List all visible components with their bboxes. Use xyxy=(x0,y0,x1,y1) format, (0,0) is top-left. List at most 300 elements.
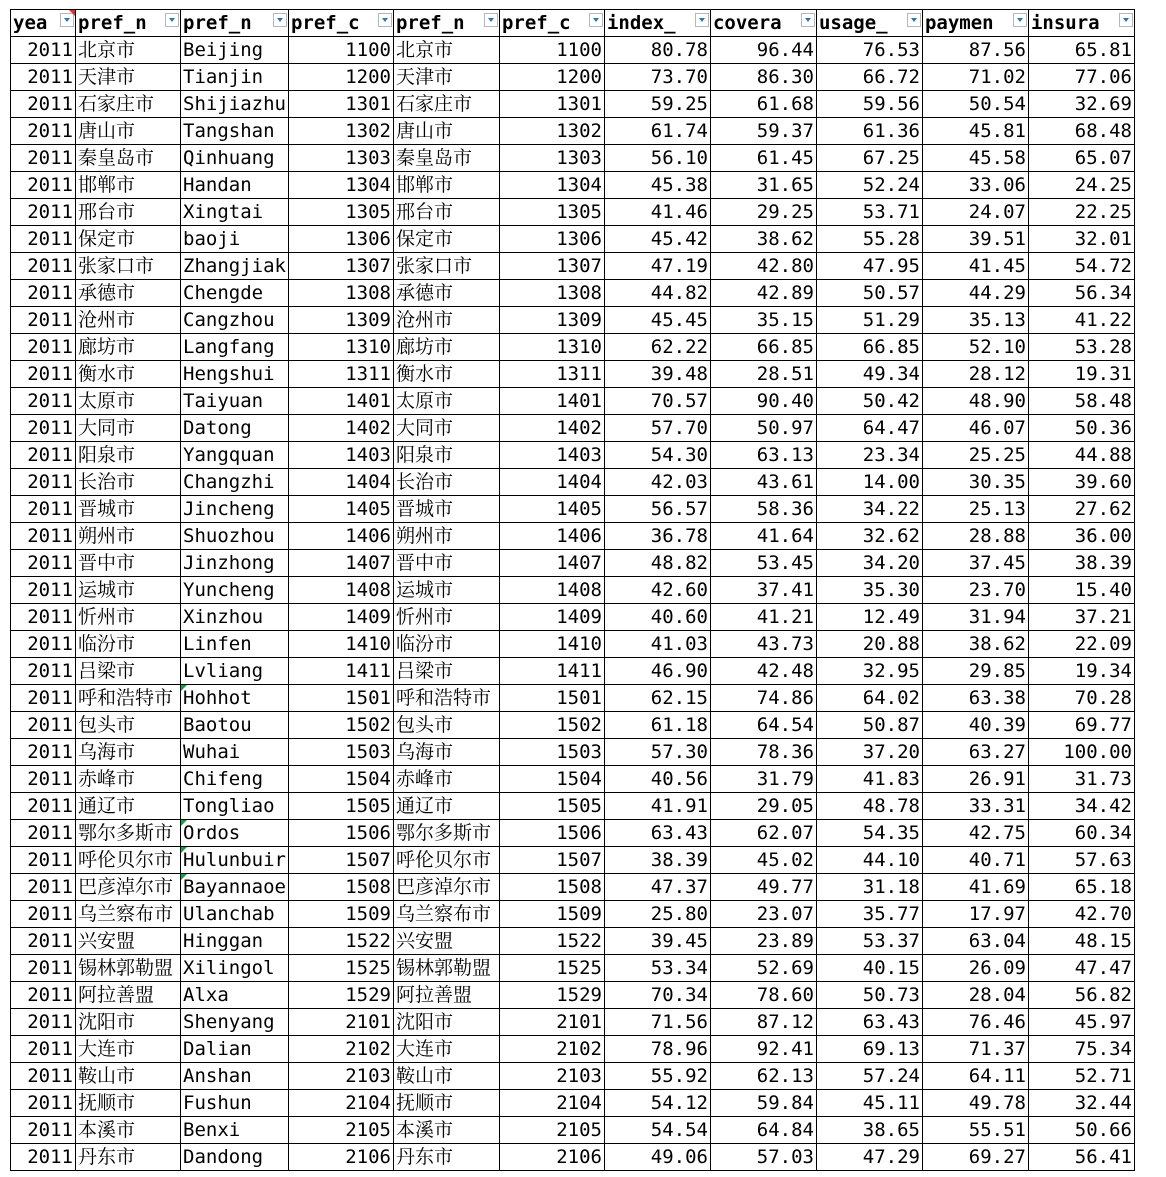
cell-pref-code[interactable]: 1529 xyxy=(288,982,393,1009)
cell-insurance[interactable]: 48.15 xyxy=(1028,928,1134,955)
cell-insurance[interactable]: 32.44 xyxy=(1028,1090,1134,1117)
cell-coverage[interactable]: 28.51 xyxy=(710,361,816,388)
cell-pref-code-2[interactable]: 2105 xyxy=(499,1117,604,1144)
cell-pref-name-cn[interactable]: 乌海市 xyxy=(76,739,181,766)
cell-pref-name-cn[interactable]: 忻州市 xyxy=(76,604,181,631)
cell-pref-code-2[interactable]: 1522 xyxy=(499,928,604,955)
cell-pref-name-en[interactable]: Tangshan xyxy=(181,118,289,145)
cell-coverage[interactable]: 58.36 xyxy=(710,496,816,523)
cell-insurance[interactable]: 22.09 xyxy=(1028,631,1134,658)
cell-coverage[interactable]: 23.89 xyxy=(710,928,816,955)
cell-insurance[interactable]: 60.34 xyxy=(1028,820,1134,847)
cell-pref-name-en[interactable]: Linfen xyxy=(181,631,289,658)
cell-insurance[interactable]: 31.73 xyxy=(1028,766,1134,793)
cell-pref-code[interactable]: 1525 xyxy=(288,955,393,982)
cell-pref-name-cn[interactable]: 赤峰市 xyxy=(76,766,181,793)
cell-pref-name-cn-2[interactable]: 大同市 xyxy=(393,415,499,442)
cell-usage[interactable]: 54.35 xyxy=(816,820,922,847)
cell-pref-code-2[interactable]: 1311 xyxy=(499,361,604,388)
cell-year[interactable]: 2011 xyxy=(11,1009,76,1036)
cell-pref-code[interactable]: 1410 xyxy=(288,631,393,658)
filter-dropdown-icon[interactable] xyxy=(907,13,921,27)
cell-pref-code-2[interactable]: 1502 xyxy=(499,712,604,739)
cell-pref-name-cn-2[interactable]: 天津市 xyxy=(393,64,499,91)
cell-pref-name-en[interactable]: Cangzhou xyxy=(181,307,289,334)
cell-coverage[interactable]: 38.62 xyxy=(710,226,816,253)
cell-pref-code[interactable]: 2102 xyxy=(288,1036,393,1063)
cell-pref-code[interactable]: 1408 xyxy=(288,577,393,604)
cell-pref-code[interactable]: 1309 xyxy=(288,307,393,334)
cell-payment[interactable]: 39.51 xyxy=(922,226,1028,253)
cell-pref-name-cn[interactable]: 朔州市 xyxy=(76,523,181,550)
cell-pref-code[interactable]: 1522 xyxy=(288,928,393,955)
cell-pref-name-cn[interactable]: 沈阳市 xyxy=(76,1009,181,1036)
cell-pref-code-2[interactable]: 1507 xyxy=(499,847,604,874)
cell-insurance[interactable]: 75.34 xyxy=(1028,1036,1134,1063)
cell-coverage[interactable]: 66.85 xyxy=(710,334,816,361)
header-pref-name-en[interactable] xyxy=(181,10,289,37)
cell-pref-name-cn-2[interactable]: 衡水市 xyxy=(393,361,499,388)
cell-payment[interactable]: 37.45 xyxy=(922,550,1028,577)
cell-pref-code-2[interactable]: 1305 xyxy=(499,199,604,226)
cell-usage[interactable]: 48.78 xyxy=(816,793,922,820)
filter-dropdown-icon[interactable] xyxy=(378,13,392,27)
cell-year[interactable]: 2011 xyxy=(11,577,76,604)
cell-payment[interactable]: 44.29 xyxy=(922,280,1028,307)
cell-pref-name-cn-2[interactable]: 沈阳市 xyxy=(393,1009,499,1036)
cell-pref-name-cn[interactable]: 唐山市 xyxy=(76,118,181,145)
cell-index[interactable]: 63.43 xyxy=(604,820,710,847)
cell-pref-code[interactable]: 1305 xyxy=(288,199,393,226)
cell-usage[interactable]: 34.22 xyxy=(816,496,922,523)
cell-payment[interactable]: 23.70 xyxy=(922,577,1028,604)
header-pref-code[interactable] xyxy=(288,10,393,37)
cell-pref-code-2[interactable]: 2103 xyxy=(499,1063,604,1090)
cell-coverage[interactable]: 41.64 xyxy=(710,523,816,550)
cell-usage[interactable]: 14.00 xyxy=(816,469,922,496)
cell-index[interactable]: 39.48 xyxy=(604,361,710,388)
cell-year[interactable]: 2011 xyxy=(11,442,76,469)
cell-insurance[interactable]: 68.48 xyxy=(1028,118,1134,145)
cell-pref-name-cn-2[interactable]: 邯郸市 xyxy=(393,172,499,199)
cell-coverage[interactable]: 64.54 xyxy=(710,712,816,739)
cell-insurance[interactable]: 38.39 xyxy=(1028,550,1134,577)
cell-coverage[interactable]: 50.97 xyxy=(710,415,816,442)
cell-pref-name-cn[interactable]: 大连市 xyxy=(76,1036,181,1063)
cell-pref-name-en[interactable]: Changzhi xyxy=(181,469,289,496)
cell-insurance[interactable]: 37.21 xyxy=(1028,604,1134,631)
cell-pref-name-cn[interactable]: 大同市 xyxy=(76,415,181,442)
header-usage[interactable] xyxy=(816,10,922,37)
filter-dropdown-icon[interactable] xyxy=(165,13,179,27)
cell-index[interactable]: 39.45 xyxy=(604,928,710,955)
cell-pref-code[interactable]: 1308 xyxy=(288,280,393,307)
cell-payment[interactable]: 28.04 xyxy=(922,982,1028,1009)
cell-pref-code-2[interactable]: 2101 xyxy=(499,1009,604,1036)
cell-pref-code-2[interactable]: 1410 xyxy=(499,631,604,658)
cell-year[interactable]: 2011 xyxy=(11,1090,76,1117)
cell-pref-name-cn-2[interactable]: 通辽市 xyxy=(393,793,499,820)
cell-pref-name-cn-2[interactable]: 晋城市 xyxy=(393,496,499,523)
cell-pref-name-en[interactable]: Fushun xyxy=(181,1090,289,1117)
cell-pref-code[interactable]: 2106 xyxy=(288,1144,393,1171)
cell-pref-name-cn-2[interactable]: 鞍山市 xyxy=(393,1063,499,1090)
cell-year[interactable]: 2011 xyxy=(11,145,76,172)
cell-pref-name-cn[interactable]: 包头市 xyxy=(76,712,181,739)
cell-year[interactable]: 2011 xyxy=(11,1036,76,1063)
cell-pref-name-cn[interactable]: 衡水市 xyxy=(76,361,181,388)
cell-insurance[interactable]: 45.97 xyxy=(1028,1009,1134,1036)
cell-year[interactable]: 2011 xyxy=(11,793,76,820)
cell-coverage[interactable]: 59.37 xyxy=(710,118,816,145)
cell-usage[interactable]: 50.73 xyxy=(816,982,922,1009)
cell-year[interactable]: 2011 xyxy=(11,847,76,874)
cell-payment[interactable]: 33.31 xyxy=(922,793,1028,820)
cell-pref-code-2[interactable]: 1306 xyxy=(499,226,604,253)
cell-pref-name-en[interactable]: Shuozhou xyxy=(181,523,289,550)
cell-pref-name-cn[interactable]: 临汾市 xyxy=(76,631,181,658)
cell-index[interactable]: 54.54 xyxy=(604,1117,710,1144)
cell-pref-name-cn[interactable]: 石家庄市 xyxy=(76,91,181,118)
cell-usage[interactable]: 34.20 xyxy=(816,550,922,577)
cell-pref-code-2[interactable]: 1401 xyxy=(499,388,604,415)
cell-year[interactable]: 2011 xyxy=(11,766,76,793)
cell-year[interactable]: 2011 xyxy=(11,685,76,712)
cell-pref-code-2[interactable]: 1302 xyxy=(499,118,604,145)
cell-coverage[interactable]: 42.89 xyxy=(710,280,816,307)
cell-year[interactable]: 2011 xyxy=(11,64,76,91)
cell-year[interactable]: 2011 xyxy=(11,523,76,550)
cell-pref-code[interactable]: 1403 xyxy=(288,442,393,469)
cell-year[interactable]: 2011 xyxy=(11,253,76,280)
cell-pref-name-cn-2[interactable]: 秦皇岛市 xyxy=(393,145,499,172)
header-payment[interactable] xyxy=(922,10,1028,37)
cell-pref-name-cn[interactable]: 邯郸市 xyxy=(76,172,181,199)
cell-pref-code[interactable]: 2104 xyxy=(288,1090,393,1117)
cell-pref-name-cn-2[interactable]: 包头市 xyxy=(393,712,499,739)
cell-insurance[interactable]: 15.40 xyxy=(1028,577,1134,604)
cell-pref-name-en[interactable]: Yuncheng xyxy=(181,577,289,604)
cell-year[interactable]: 2011 xyxy=(11,955,76,982)
cell-pref-name-cn[interactable]: 保定市 xyxy=(76,226,181,253)
cell-insurance[interactable]: 69.77 xyxy=(1028,712,1134,739)
cell-usage[interactable]: 50.57 xyxy=(816,280,922,307)
cell-pref-name-en[interactable]: Anshan xyxy=(181,1063,289,1090)
cell-coverage[interactable]: 86.30 xyxy=(710,64,816,91)
cell-pref-code[interactable]: 1401 xyxy=(288,388,393,415)
cell-pref-name-en[interactable]: Yangquan xyxy=(181,442,289,469)
header-index[interactable] xyxy=(604,10,710,37)
cell-pref-name-cn[interactable]: 运城市 xyxy=(76,577,181,604)
cell-pref-name-cn-2[interactable]: 乌兰察布市 xyxy=(393,901,499,928)
cell-insurance[interactable]: 32.01 xyxy=(1028,226,1134,253)
cell-pref-name-cn-2[interactable]: 阿拉善盟 xyxy=(393,982,499,1009)
cell-pref-code-2[interactable]: 1402 xyxy=(499,415,604,442)
cell-year[interactable]: 2011 xyxy=(11,172,76,199)
cell-index[interactable]: 57.30 xyxy=(604,739,710,766)
cell-pref-code-2[interactable]: 1404 xyxy=(499,469,604,496)
cell-pref-name-cn[interactable]: 邢台市 xyxy=(76,199,181,226)
cell-pref-name-en[interactable]: Baotou xyxy=(181,712,289,739)
cell-coverage[interactable]: 74.86 xyxy=(710,685,816,712)
cell-usage[interactable]: 64.02 xyxy=(816,685,922,712)
cell-pref-code[interactable]: 1302 xyxy=(288,118,393,145)
cell-pref-code[interactable]: 1311 xyxy=(288,361,393,388)
cell-insurance[interactable]: 57.63 xyxy=(1028,847,1134,874)
cell-payment[interactable]: 25.13 xyxy=(922,496,1028,523)
cell-year[interactable]: 2011 xyxy=(11,550,76,577)
cell-index[interactable]: 61.18 xyxy=(604,712,710,739)
header-year[interactable] xyxy=(11,10,76,37)
cell-pref-code-2[interactable]: 2102 xyxy=(499,1036,604,1063)
cell-usage[interactable]: 53.71 xyxy=(816,199,922,226)
cell-usage[interactable]: 12.49 xyxy=(816,604,922,631)
cell-pref-code-2[interactable]: 1509 xyxy=(499,901,604,928)
cell-index[interactable]: 41.03 xyxy=(604,631,710,658)
cell-usage[interactable]: 57.24 xyxy=(816,1063,922,1090)
cell-year[interactable]: 2011 xyxy=(11,469,76,496)
cell-pref-name-en[interactable]: Hohhot xyxy=(181,685,289,712)
cell-pref-name-cn[interactable]: 晋城市 xyxy=(76,496,181,523)
cell-pref-name-cn-2[interactable]: 沧州市 xyxy=(393,307,499,334)
cell-payment[interactable]: 25.25 xyxy=(922,442,1028,469)
cell-pref-name-en[interactable]: Xingtai xyxy=(181,199,289,226)
cell-index[interactable]: 48.82 xyxy=(604,550,710,577)
cell-payment[interactable]: 50.54 xyxy=(922,91,1028,118)
cell-pref-code-2[interactable]: 1508 xyxy=(499,874,604,901)
cell-pref-code[interactable]: 1406 xyxy=(288,523,393,550)
cell-index[interactable]: 70.34 xyxy=(604,982,710,1009)
cell-payment[interactable]: 63.04 xyxy=(922,928,1028,955)
cell-payment[interactable]: 42.75 xyxy=(922,820,1028,847)
cell-pref-code-2[interactable]: 1406 xyxy=(499,523,604,550)
cell-coverage[interactable]: 59.84 xyxy=(710,1090,816,1117)
cell-payment[interactable]: 26.09 xyxy=(922,955,1028,982)
cell-payment[interactable]: 28.12 xyxy=(922,361,1028,388)
cell-year[interactable]: 2011 xyxy=(11,631,76,658)
cell-pref-name-cn-2[interactable]: 长治市 xyxy=(393,469,499,496)
cell-index[interactable]: 70.57 xyxy=(604,388,710,415)
cell-insurance[interactable]: 56.82 xyxy=(1028,982,1134,1009)
cell-pref-code[interactable]: 1411 xyxy=(288,658,393,685)
cell-year[interactable]: 2011 xyxy=(11,226,76,253)
cell-pref-name-cn[interactable]: 太原市 xyxy=(76,388,181,415)
cell-index[interactable]: 59.25 xyxy=(604,91,710,118)
cell-pref-code-2[interactable]: 1506 xyxy=(499,820,604,847)
cell-usage[interactable]: 44.10 xyxy=(816,847,922,874)
cell-payment[interactable]: 46.07 xyxy=(922,415,1028,442)
header-pref-name-cn-2[interactable] xyxy=(393,10,499,37)
cell-insurance[interactable]: 27.62 xyxy=(1028,496,1134,523)
cell-pref-name-cn[interactable]: 呼和浩特市 xyxy=(76,685,181,712)
filter-dropdown-icon[interactable] xyxy=(801,13,815,27)
cell-index[interactable]: 45.38 xyxy=(604,172,710,199)
cell-pref-code[interactable]: 1407 xyxy=(288,550,393,577)
cell-usage[interactable]: 50.42 xyxy=(816,388,922,415)
cell-coverage[interactable]: 96.44 xyxy=(710,37,816,64)
cell-insurance[interactable]: 19.34 xyxy=(1028,658,1134,685)
cell-year[interactable]: 2011 xyxy=(11,604,76,631)
cell-insurance[interactable]: 34.42 xyxy=(1028,793,1134,820)
cell-pref-name-cn[interactable]: 呼伦贝尔市 xyxy=(76,847,181,874)
cell-index[interactable]: 80.78 xyxy=(604,37,710,64)
cell-pref-code-2[interactable]: 1309 xyxy=(499,307,604,334)
cell-pref-code-2[interactable]: 1405 xyxy=(499,496,604,523)
cell-payment[interactable]: 38.62 xyxy=(922,631,1028,658)
cell-pref-code[interactable]: 1301 xyxy=(288,91,393,118)
cell-usage[interactable]: 37.20 xyxy=(816,739,922,766)
cell-pref-name-en[interactable]: Hinggan xyxy=(181,928,289,955)
cell-insurance[interactable]: 22.25 xyxy=(1028,199,1134,226)
cell-index[interactable]: 47.37 xyxy=(604,874,710,901)
cell-pref-code[interactable]: 2101 xyxy=(288,1009,393,1036)
cell-usage[interactable]: 35.30 xyxy=(816,577,922,604)
cell-year[interactable]: 2011 xyxy=(11,712,76,739)
cell-payment[interactable]: 26.91 xyxy=(922,766,1028,793)
cell-pref-code[interactable]: 1304 xyxy=(288,172,393,199)
cell-payment[interactable]: 63.38 xyxy=(922,685,1028,712)
cell-insurance[interactable]: 56.41 xyxy=(1028,1144,1134,1171)
cell-pref-name-en[interactable]: Dalian xyxy=(181,1036,289,1063)
cell-insurance[interactable]: 41.22 xyxy=(1028,307,1134,334)
cell-pref-code-2[interactable]: 1504 xyxy=(499,766,604,793)
cell-coverage[interactable]: 64.84 xyxy=(710,1117,816,1144)
cell-usage[interactable]: 41.83 xyxy=(816,766,922,793)
cell-index[interactable]: 41.46 xyxy=(604,199,710,226)
cell-year[interactable]: 2011 xyxy=(11,37,76,64)
cell-payment[interactable]: 69.27 xyxy=(922,1144,1028,1171)
cell-payment[interactable]: 40.39 xyxy=(922,712,1028,739)
cell-pref-code-2[interactable]: 1310 xyxy=(499,334,604,361)
cell-usage[interactable]: 52.24 xyxy=(816,172,922,199)
cell-pref-code[interactable]: 2103 xyxy=(288,1063,393,1090)
cell-index[interactable]: 45.42 xyxy=(604,226,710,253)
cell-coverage[interactable]: 43.61 xyxy=(710,469,816,496)
cell-coverage[interactable]: 78.36 xyxy=(710,739,816,766)
cell-index[interactable]: 53.34 xyxy=(604,955,710,982)
cell-payment[interactable]: 41.45 xyxy=(922,253,1028,280)
cell-insurance[interactable]: 65.07 xyxy=(1028,145,1134,172)
cell-coverage[interactable]: 41.21 xyxy=(710,604,816,631)
cell-index[interactable]: 55.92 xyxy=(604,1063,710,1090)
cell-usage[interactable]: 69.13 xyxy=(816,1036,922,1063)
cell-usage[interactable]: 53.37 xyxy=(816,928,922,955)
cell-pref-code-2[interactable]: 1411 xyxy=(499,658,604,685)
cell-coverage[interactable]: 87.12 xyxy=(710,1009,816,1036)
cell-pref-code[interactable]: 1501 xyxy=(288,685,393,712)
cell-payment[interactable]: 40.71 xyxy=(922,847,1028,874)
cell-pref-name-en[interactable]: Hengshui xyxy=(181,361,289,388)
cell-pref-code-2[interactable]: 1308 xyxy=(499,280,604,307)
cell-payment[interactable]: 71.02 xyxy=(922,64,1028,91)
cell-pref-code[interactable]: 1307 xyxy=(288,253,393,280)
cell-pref-name-en[interactable]: Jinzhong xyxy=(181,550,289,577)
cell-pref-code-2[interactable]: 1529 xyxy=(499,982,604,1009)
cell-coverage[interactable]: 37.41 xyxy=(710,577,816,604)
cell-payment[interactable]: 64.11 xyxy=(922,1063,1028,1090)
cell-index[interactable]: 54.30 xyxy=(604,442,710,469)
cell-pref-name-en[interactable]: Tongliao xyxy=(181,793,289,820)
cell-pref-name-en[interactable]: Chifeng xyxy=(181,766,289,793)
cell-usage[interactable]: 38.65 xyxy=(816,1117,922,1144)
cell-pref-code[interactable]: 1310 xyxy=(288,334,393,361)
cell-pref-name-cn-2[interactable]: 朔州市 xyxy=(393,523,499,550)
cell-pref-name-cn-2[interactable]: 邢台市 xyxy=(393,199,499,226)
cell-pref-code[interactable]: 1504 xyxy=(288,766,393,793)
cell-pref-code[interactable]: 1503 xyxy=(288,739,393,766)
cell-pref-code-2[interactable]: 1409 xyxy=(499,604,604,631)
cell-pref-name-cn-2[interactable]: 呼伦贝尔市 xyxy=(393,847,499,874)
cell-year[interactable]: 2011 xyxy=(11,118,76,145)
cell-coverage[interactable]: 29.05 xyxy=(710,793,816,820)
cell-pref-code[interactable]: 1404 xyxy=(288,469,393,496)
cell-pref-code[interactable]: 1505 xyxy=(288,793,393,820)
cell-index[interactable]: 44.82 xyxy=(604,280,710,307)
filter-dropdown-icon[interactable] xyxy=(695,13,709,27)
cell-payment[interactable]: 87.56 xyxy=(922,37,1028,64)
cell-insurance[interactable]: 36.00 xyxy=(1028,523,1134,550)
cell-insurance[interactable]: 52.71 xyxy=(1028,1063,1134,1090)
cell-pref-code[interactable]: 1409 xyxy=(288,604,393,631)
cell-payment[interactable]: 33.06 xyxy=(922,172,1028,199)
cell-year[interactable]: 2011 xyxy=(11,658,76,685)
cell-insurance[interactable]: 50.66 xyxy=(1028,1117,1134,1144)
cell-insurance[interactable]: 58.48 xyxy=(1028,388,1134,415)
cell-pref-name-en[interactable]: Dandong xyxy=(181,1144,289,1171)
cell-pref-name-en[interactable]: Langfang xyxy=(181,334,289,361)
header-insurance[interactable] xyxy=(1028,10,1134,37)
cell-pref-name-en[interactable]: Ordos xyxy=(181,820,289,847)
cell-payment[interactable]: 41.69 xyxy=(922,874,1028,901)
cell-pref-name-cn-2[interactable]: 晋中市 xyxy=(393,550,499,577)
cell-usage[interactable]: 35.77 xyxy=(816,901,922,928)
cell-usage[interactable]: 45.11 xyxy=(816,1090,922,1117)
header-pref-name-cn[interactable] xyxy=(76,10,181,37)
cell-index[interactable]: 46.90 xyxy=(604,658,710,685)
cell-coverage[interactable]: 49.77 xyxy=(710,874,816,901)
cell-usage[interactable]: 76.53 xyxy=(816,37,922,64)
cell-pref-code[interactable]: 1502 xyxy=(288,712,393,739)
cell-pref-name-cn-2[interactable]: 大连市 xyxy=(393,1036,499,1063)
cell-pref-name-cn-2[interactable]: 兴安盟 xyxy=(393,928,499,955)
cell-pref-name-cn-2[interactable]: 鄂尔多斯市 xyxy=(393,820,499,847)
cell-year[interactable]: 2011 xyxy=(11,91,76,118)
cell-pref-code-2[interactable]: 1501 xyxy=(499,685,604,712)
cell-insurance[interactable]: 54.72 xyxy=(1028,253,1134,280)
cell-pref-name-en[interactable]: Chengde xyxy=(181,280,289,307)
cell-pref-name-cn[interactable]: 阿拉善盟 xyxy=(76,982,181,1009)
cell-payment[interactable]: 28.88 xyxy=(922,523,1028,550)
cell-pref-name-en[interactable]: Beijing xyxy=(181,37,289,64)
cell-coverage[interactable]: 61.45 xyxy=(710,145,816,172)
cell-pref-name-en[interactable]: Handan xyxy=(181,172,289,199)
cell-insurance[interactable]: 100.00 xyxy=(1028,739,1134,766)
cell-insurance[interactable]: 56.34 xyxy=(1028,280,1134,307)
cell-pref-name-en[interactable]: Datong xyxy=(181,415,289,442)
cell-insurance[interactable]: 44.88 xyxy=(1028,442,1134,469)
cell-coverage[interactable]: 35.15 xyxy=(710,307,816,334)
cell-payment[interactable]: 63.27 xyxy=(922,739,1028,766)
cell-insurance[interactable]: 53.28 xyxy=(1028,334,1134,361)
cell-coverage[interactable]: 53.45 xyxy=(710,550,816,577)
cell-payment[interactable]: 45.81 xyxy=(922,118,1028,145)
cell-pref-name-cn-2[interactable]: 忻州市 xyxy=(393,604,499,631)
cell-payment[interactable]: 31.94 xyxy=(922,604,1028,631)
cell-index[interactable]: 41.91 xyxy=(604,793,710,820)
cell-pref-name-cn-2[interactable]: 呼和浩特市 xyxy=(393,685,499,712)
cell-pref-code[interactable]: 2105 xyxy=(288,1117,393,1144)
cell-pref-code-2[interactable]: 1304 xyxy=(499,172,604,199)
